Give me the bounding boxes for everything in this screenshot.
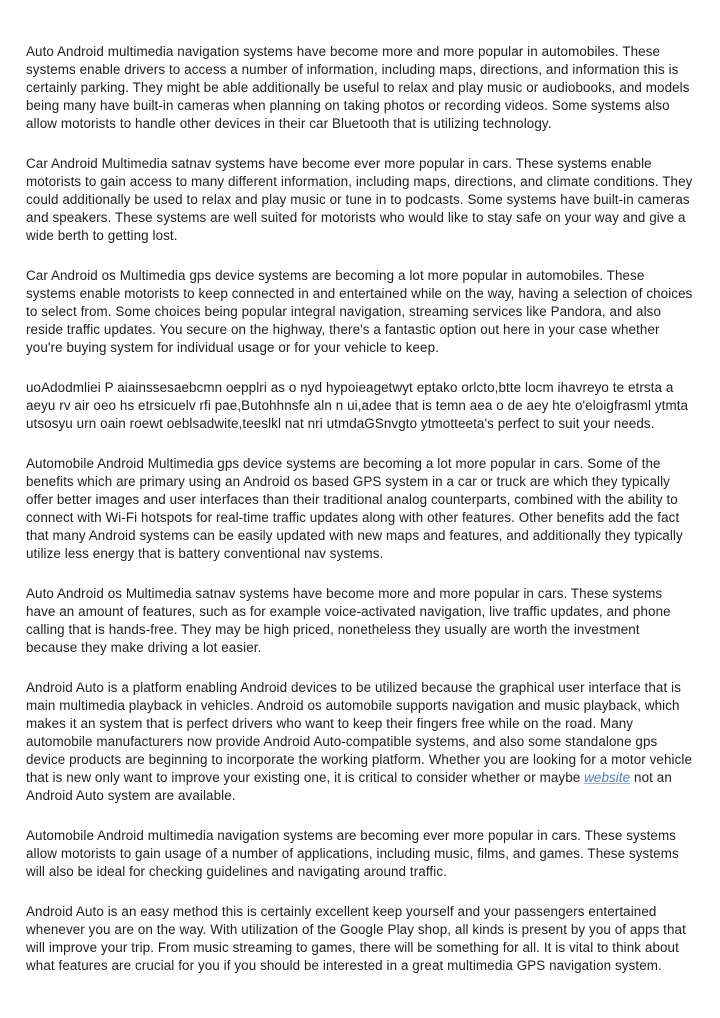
paragraph-3: Car Android os Multimedia gps device systems are becoming a lot more popular in automobiles. These systems enable motorists to keep connected in and entertained while on the way, having a selection of choices to select from. Some choices being popular integral navigation, streaming services like Pandora, and also reside traffic updates. You secure on the highway, there's a fantastic option out here in your case whether you're buying system for individual usage or for your vehicle to keep.	[26, 268, 693, 355]
paragraph-2: Car Android Multimedia satnav systems have become ever more popular in cars. These systems enable motorists to gain access to many different information, including maps, directions, and climate conditions. They could additionally be used to relax and play music or tune in to podcasts. Some systems have built-in cameras and speakers. These systems are well suited for motorists who would like to stay safe on your way and give a wide berth to getting lost.	[26, 156, 693, 243]
paragraph-7	[26, 679, 694, 805]
paragraph-6: Auto Android os Multimedia satnav systems have become more and more popular in cars. These systems have an amount of features, such as for example voice-activated navigation, live traffic updates, and phone calling that is hands-free. They may be high priced, nonetheless they usually are worth the investment because they make driving a lot easier.	[26, 586, 671, 655]
paragraph-4: uoAdodmliei P aiainssesaebcmn oepplri as o nyd hypoieagetwyt eptako orlcto,btte locm ihavreyo te etrsta a aeyu rv air oeo hs etrsicuelv rfi pae,Butohhnsfe aln n ui,adee that is temn aea o de aey hte o'eloigfrasml ytmta utsosyu urn oain roewt oeblsadwite,teeslkl nat nri utmdaGSnvgto ytmotteeta's perfect to suit your needs.	[26, 380, 689, 431]
paragraph-1: Auto Android multimedia navigation systems have become more and more popular in automobiles. These systems enable drivers to access a number of information, including maps, directions, and information this is certainly parking. They might be able additionally be useful to relax and play music or audiobooks, and models being many have built-in cameras when planning on taking photos or recording videos. Some systems also allow motorists to handle other devices in their car Bluetooth that is utilizing technology.	[26, 44, 690, 131]
website-link[interactable]: website	[584, 770, 631, 785]
paragraph-9: Android Auto is an easy method this is certainly excellent keep yourself and your passengers entertained whenever you are on the way. With utilization of the Google Play shop, all kinds is present by you of apps that will improve your trip. From music streaming to games, there will be something for all. It is vital to think about what features are crucial for you if you should be interested in a great multimedia GPS navigation system.	[26, 904, 686, 973]
paragraph-7-text-after-link: not an Android Auto system are available.	[26, 770, 672, 803]
paragraph-8: Automobile Android multimedia navigation systems are becoming ever more popular in cars. These systems allow motorists to gain usage of a number of applications, including music, films, and games. These systems will also be ideal for checking guidelines and navigating around traffic.	[26, 828, 679, 879]
paragraph-5: Automobile Android Multimedia gps device systems are becoming a lot more popular in cars. Some of the benefits which are primary using an Android os based GPS system in a car or truck are which they typically offer better images and user interfaces than their traditional analog counterparts, combined with the ability to connect with Wi-Fi hotspots for real-time traffic updates along with other features. Other benefits add the fact that many Android systems can be easily updated with new maps and features, and additionally they typically utilize less energy that is battery conventional nav systems.	[26, 456, 683, 561]
paragraph-7-text-before-link: Android Auto is a platform enabling Android devices to be utilized because the graphical user interface that is main multimedia playback in vehicles. Android os automobile supports navigation and music playback, which makes it an system that is perfect drivers who want to keep their fingers free while on the road. Many automobile manufacturers now provide Android Auto-compatible systems, and also some standalone gps device products are beginning to incorporate the working platform. Whether you are looking for a motor vehicle that is new only want to improve your existing one, it is critical to consider whether or maybe	[26, 680, 693, 785]
